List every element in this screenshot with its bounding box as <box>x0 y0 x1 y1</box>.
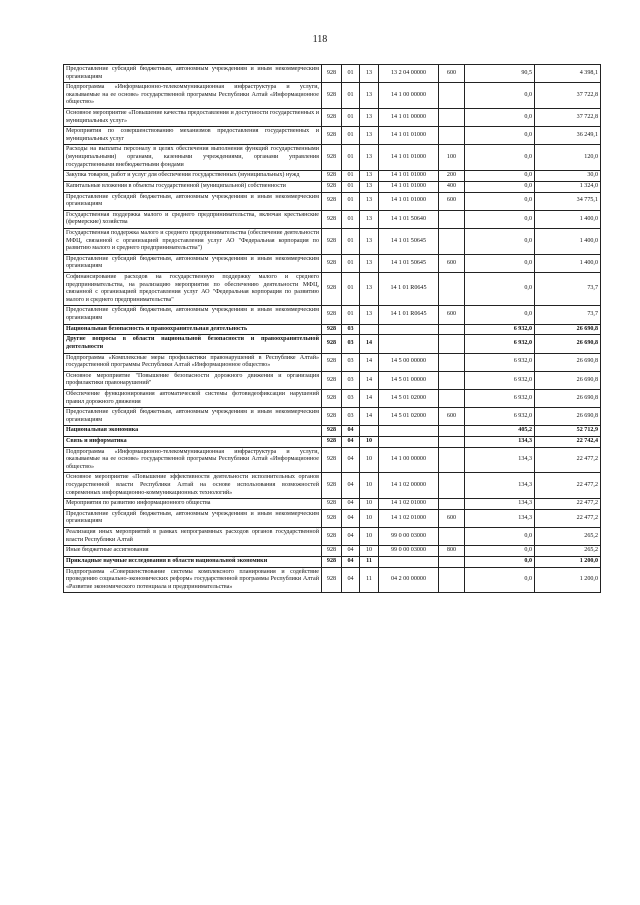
amount-1: 134,3 <box>465 436 535 447</box>
target-article-code <box>379 426 439 437</box>
row-name: Подпрограмма «Информационно-телекоммуникационная инфраструктура и услуги, оказываемые на ее основе» государственной программы Республики Алтай «Информационное общество» <box>64 447 322 473</box>
grbs-code: 928 <box>322 228 342 254</box>
grbs-code: 928 <box>322 65 342 83</box>
amount-1: 405,2 <box>465 426 535 437</box>
table-row <box>64 192 601 210</box>
grbs-code: 928 <box>322 335 342 353</box>
grbs-code: 928 <box>322 567 342 593</box>
amount-1: 0,0 <box>465 83 535 109</box>
row-name: Софинансирование расходов на государственную поддержку малого и среднего предпринимательства, на реализацию мероприятия по обеспечению деятельности МФЦ, связанной с организацией предоставления услуг АО "Федеральная корпорация по развитию малого и среднего предпринимательства" <box>64 273 322 306</box>
row-name: Реализация иных мероприятий в рамках непрограммных расходов органов государственной власти Республики Алтай <box>64 528 322 546</box>
table-row <box>64 306 601 324</box>
table-row <box>64 335 601 353</box>
subsection-code: 14 <box>360 408 379 426</box>
grbs-code: 928 <box>322 499 342 510</box>
expense-type-code <box>439 324 465 335</box>
target-article-code: 14 5 01 02000 <box>379 408 439 426</box>
target-article-code: 14 1 01 01000 <box>379 127 439 145</box>
section-code: 01 <box>342 273 360 306</box>
target-article-code: 14 5 01 02000 <box>379 389 439 407</box>
subsection-code: 14 <box>360 389 379 407</box>
table-row <box>64 324 601 335</box>
expense-type-code <box>439 109 465 127</box>
section-code: 04 <box>342 436 360 447</box>
row-name: Обеспечение функционирования автоматической системы фотовидеофиксации нарушений правил дорожного движения <box>64 389 322 407</box>
expense-type-code <box>439 83 465 109</box>
section-code: 03 <box>342 371 360 389</box>
subsection-code <box>360 426 379 437</box>
amount-1: 0,0 <box>465 546 535 557</box>
target-article-code: 14 1 01 R0645 <box>379 306 439 324</box>
table-row <box>64 567 601 593</box>
amount-2: 37 722,8 <box>535 83 601 109</box>
table-row <box>64 473 601 499</box>
subsection-code: 10 <box>360 447 379 473</box>
amount-1: 0,0 <box>465 109 535 127</box>
amount-2: 1 324,0 <box>535 181 601 192</box>
amount-1: 6 932,0 <box>465 324 535 335</box>
expense-type-code: 100 <box>439 145 465 171</box>
subsection-code: 13 <box>360 192 379 210</box>
section-code: 03 <box>342 353 360 371</box>
expense-type-code <box>439 447 465 473</box>
amount-2: 22 477,2 <box>535 499 601 510</box>
expense-type-code <box>439 127 465 145</box>
amount-2: 265,2 <box>535 546 601 557</box>
expense-type-code <box>439 473 465 499</box>
row-name: Предоставление субсидий бюджетным, автономным учреждениям и иным некоммерческим организациям <box>64 254 322 272</box>
amount-2: 1 200,0 <box>535 556 601 567</box>
subsection-code: 13 <box>360 83 379 109</box>
expense-type-code <box>439 499 465 510</box>
grbs-code: 928 <box>322 306 342 324</box>
amount-1: 134,3 <box>465 509 535 527</box>
expense-type-code: 600 <box>439 192 465 210</box>
subsection-code: 10 <box>360 499 379 510</box>
row-name: Мероприятия по совершенствованию механизмов предоставления государственных и муниципальных услуг <box>64 127 322 145</box>
amount-2: 73,7 <box>535 306 601 324</box>
target-article-code: 14 1 00 00000 <box>379 447 439 473</box>
grbs-code: 928 <box>322 181 342 192</box>
target-article-code <box>379 324 439 335</box>
grbs-code: 928 <box>322 528 342 546</box>
amount-1: 0,0 <box>465 171 535 182</box>
section-code: 04 <box>342 509 360 527</box>
table-row <box>64 127 601 145</box>
target-article-code: 14 1 00 00000 <box>379 83 439 109</box>
row-name: Прикладные научные исследования в области национальной экономики <box>64 556 322 567</box>
subsection-code: 13 <box>360 127 379 145</box>
expense-type-code <box>439 436 465 447</box>
grbs-code: 928 <box>322 436 342 447</box>
grbs-code: 928 <box>322 389 342 407</box>
section-code: 01 <box>342 127 360 145</box>
section-code: 01 <box>342 109 360 127</box>
row-name: Национальная экономика <box>64 426 322 437</box>
row-name: Предоставление субсидий бюджетным, автономным учреждениям и иным некоммерческим организациям <box>64 408 322 426</box>
amount-2: 1 400,0 <box>535 210 601 228</box>
target-article-code: 14 1 01 01000 <box>379 145 439 171</box>
amount-2: 120,0 <box>535 145 601 171</box>
row-name: Государственная поддержка малого и среднего предпринимательства (обеспечение деятельности МФЦ, связанной с организацией предоставления услуг АО "Федеральная корпорация по развитию малого и среднего предпринимательства") <box>64 228 322 254</box>
amount-1: 6 932,0 <box>465 353 535 371</box>
section-code: 01 <box>342 192 360 210</box>
section-code: 04 <box>342 528 360 546</box>
grbs-code: 928 <box>322 371 342 389</box>
grbs-code: 928 <box>322 127 342 145</box>
row-name: Подпрограмма «Информационно-телекоммуникационная инфраструктура и услуги, оказываемые на ее основе» государственной программы Республики Алтай «Информационное общество» <box>64 83 322 109</box>
amount-2: 26 690,8 <box>535 353 601 371</box>
amount-2: 34 775,1 <box>535 192 601 210</box>
amount-2: 26 690,8 <box>535 324 601 335</box>
row-name: Связь и информатика <box>64 436 322 447</box>
amount-2: 1 400,0 <box>535 254 601 272</box>
section-code: 01 <box>342 65 360 83</box>
target-article-code: 14 1 01 R0645 <box>379 273 439 306</box>
table-row <box>64 145 601 171</box>
subsection-code: 13 <box>360 306 379 324</box>
target-article-code: 04 2 00 00000 <box>379 567 439 593</box>
expense-type-code: 600 <box>439 306 465 324</box>
section-code: 01 <box>342 306 360 324</box>
subsection-code: 14 <box>360 371 379 389</box>
amount-1: 0,0 <box>465 306 535 324</box>
table-row <box>64 83 601 109</box>
expense-type-code <box>439 556 465 567</box>
amount-1: 0,0 <box>465 556 535 567</box>
amount-1: 0,0 <box>465 567 535 593</box>
row-name: Предоставление субсидий бюджетным, автономным учреждениям и иным некоммерческим организациям <box>64 306 322 324</box>
expense-type-code: 400 <box>439 181 465 192</box>
grbs-code: 928 <box>322 473 342 499</box>
amount-1: 0,0 <box>465 192 535 210</box>
row-name: Капитальные вложения в объекты государственной (муниципальной) собственности <box>64 181 322 192</box>
target-article-code: 14 5 01 00000 <box>379 371 439 389</box>
target-article-code <box>379 335 439 353</box>
grbs-code: 928 <box>322 546 342 557</box>
row-name: Подпрограмма «Комплексные меры профилактики правонарушений в Республике Алтай» государственной программы Республики Алтай «Информационное общество» <box>64 353 322 371</box>
table-row <box>64 353 601 371</box>
target-article-code <box>379 556 439 567</box>
amount-2: 26 690,8 <box>535 335 601 353</box>
row-name: Основное мероприятие «Повышение эффективности деятельности исполнительных органов государственной власти Республики Алтай на основе использования возможностей современных информационно-коммуникационных технологий» <box>64 473 322 499</box>
amount-1: 134,3 <box>465 447 535 473</box>
amount-1: 90,5 <box>465 65 535 83</box>
target-article-code: 14 1 02 01000 <box>379 499 439 510</box>
target-article-code: 14 1 01 50640 <box>379 210 439 228</box>
target-article-code: 13 2 04 00000 <box>379 65 439 83</box>
subsection-code: 13 <box>360 145 379 171</box>
grbs-code: 928 <box>322 171 342 182</box>
amount-2: 22 477,2 <box>535 447 601 473</box>
row-name: Основное мероприятие "Повышение безопасности дорожного движения и организация профилактики правонарушений" <box>64 371 322 389</box>
subsection-code: 13 <box>360 109 379 127</box>
section-code: 03 <box>342 408 360 426</box>
target-article-code: 14 1 01 01000 <box>379 192 439 210</box>
expense-type-code <box>439 371 465 389</box>
amount-2: 30,0 <box>535 171 601 182</box>
page-number: 118 <box>312 34 328 45</box>
subsection-code: 10 <box>360 436 379 447</box>
section-code: 04 <box>342 546 360 557</box>
amount-2: 22 477,2 <box>535 473 601 499</box>
row-name: Основное мероприятие «Повышение качества предоставления и доступности государственных и муниципальных услуг» <box>64 109 322 127</box>
amount-2: 26 690,8 <box>535 389 601 407</box>
subsection-code: 11 <box>360 567 379 593</box>
grbs-code: 928 <box>322 192 342 210</box>
amount-1: 6 932,0 <box>465 335 535 353</box>
amount-2: 4 398,1 <box>535 65 601 83</box>
amount-2: 22 742,4 <box>535 436 601 447</box>
section-code: 01 <box>342 210 360 228</box>
expense-type-code: 600 <box>439 65 465 83</box>
section-code: 03 <box>342 335 360 353</box>
target-article-code: 14 1 02 01000 <box>379 509 439 527</box>
expense-type-code <box>439 389 465 407</box>
expense-type-code <box>439 567 465 593</box>
expense-type-code <box>439 426 465 437</box>
expense-type-code: 800 <box>439 546 465 557</box>
row-name: Подпрограмма «Совершенствование системы комплексного планирования и содействие проведению социально-экономических реформ» государственной программы Республики Алтай «Развитие экономического потенциала и предпринимательства» <box>64 567 322 593</box>
table-row <box>64 371 601 389</box>
amount-2: 1 400,0 <box>535 228 601 254</box>
subsection-code: 10 <box>360 528 379 546</box>
amount-1: 134,3 <box>465 473 535 499</box>
target-article-code: 14 1 01 50645 <box>379 228 439 254</box>
table-row <box>64 389 601 407</box>
section-code: 03 <box>342 324 360 335</box>
amount-1: 0,0 <box>465 528 535 546</box>
amount-2: 73,7 <box>535 273 601 306</box>
expense-type-code <box>439 228 465 254</box>
subsection-code: 14 <box>360 353 379 371</box>
table-row <box>64 499 601 510</box>
amount-1: 6 932,0 <box>465 408 535 426</box>
subsection-code: 13 <box>360 65 379 83</box>
table-row <box>64 210 601 228</box>
grbs-code: 928 <box>322 353 342 371</box>
subsection-code: 10 <box>360 473 379 499</box>
row-name: Мероприятия по развитию информационного общества <box>64 499 322 510</box>
subsection-code: 13 <box>360 181 379 192</box>
amount-1: 0,0 <box>465 181 535 192</box>
expense-type-code <box>439 528 465 546</box>
target-article-code: 99 0 00 03000 <box>379 546 439 557</box>
section-code: 01 <box>342 171 360 182</box>
target-article-code: 14 5 00 00000 <box>379 353 439 371</box>
grbs-code: 928 <box>322 556 342 567</box>
row-name: Иные бюджетные ассигнования <box>64 546 322 557</box>
amount-1: 6 932,0 <box>465 389 535 407</box>
amount-1: 6 932,0 <box>465 371 535 389</box>
amount-2: 265,2 <box>535 528 601 546</box>
subsection-code: 13 <box>360 171 379 182</box>
grbs-code: 928 <box>322 324 342 335</box>
row-name: Государственная поддержка малого и среднего предпринимательства, включая крестьянские (фермерские) хозяйства <box>64 210 322 228</box>
target-article-code: 14 1 01 50645 <box>379 254 439 272</box>
table-row <box>64 228 601 254</box>
grbs-code: 928 <box>322 408 342 426</box>
amount-2: 26 690,8 <box>535 371 601 389</box>
expense-type-code: 200 <box>439 171 465 182</box>
grbs-code: 928 <box>322 109 342 127</box>
subsection-code: 14 <box>360 335 379 353</box>
amount-2: 37 722,8 <box>535 109 601 127</box>
target-article-code: 14 1 01 01000 <box>379 181 439 192</box>
row-name: Предоставление субсидий бюджетным, автономным учреждениям и иным некоммерческим организациям <box>64 65 322 83</box>
section-code: 03 <box>342 389 360 407</box>
table-row <box>64 65 601 83</box>
amount-1: 0,0 <box>465 210 535 228</box>
table-row <box>64 556 601 567</box>
target-article-code: 14 1 01 01000 <box>379 171 439 182</box>
row-name: Предоставление субсидий бюджетным, автономным учреждениям и иным некоммерческим организациям <box>64 509 322 527</box>
amount-1: 0,0 <box>465 228 535 254</box>
section-code: 04 <box>342 567 360 593</box>
table-row <box>64 546 601 557</box>
grbs-code: 928 <box>322 145 342 171</box>
expense-type-code: 600 <box>439 408 465 426</box>
table-row <box>64 426 601 437</box>
table-row <box>64 528 601 546</box>
section-code: 01 <box>342 228 360 254</box>
table-row <box>64 408 601 426</box>
target-article-code <box>379 436 439 447</box>
table-row <box>64 273 601 306</box>
target-article-code: 14 1 02 00000 <box>379 473 439 499</box>
amount-1: 0,0 <box>465 254 535 272</box>
amount-1: 0,0 <box>465 273 535 306</box>
expense-type-code: 600 <box>439 509 465 527</box>
amount-2: 22 477,2 <box>535 509 601 527</box>
expense-type-code <box>439 210 465 228</box>
amount-2: 26 690,8 <box>535 408 601 426</box>
grbs-code: 928 <box>322 83 342 109</box>
subsection-code: 11 <box>360 556 379 567</box>
expense-type-code <box>439 335 465 353</box>
amount-1: 0,0 <box>465 145 535 171</box>
subsection-code: 13 <box>360 228 379 254</box>
grbs-code: 928 <box>322 426 342 437</box>
subsection-code <box>360 324 379 335</box>
section-code: 01 <box>342 145 360 171</box>
expense-type-code <box>439 273 465 306</box>
amount-1: 134,3 <box>465 499 535 510</box>
table-row <box>64 171 601 182</box>
table-row <box>64 509 601 527</box>
table-row <box>64 447 601 473</box>
target-article-code: 14 1 01 00000 <box>379 109 439 127</box>
target-article-code: 99 0 00 03000 <box>379 528 439 546</box>
grbs-code: 928 <box>322 509 342 527</box>
table-row <box>64 109 601 127</box>
section-code: 04 <box>342 556 360 567</box>
table-row <box>64 436 601 447</box>
subsection-code: 10 <box>360 509 379 527</box>
row-name: Национальная безопасность и правоохранительная деятельность <box>64 324 322 335</box>
amount-1: 0,0 <box>465 127 535 145</box>
row-name: Закупка товаров, работ и услуг для обеспечения государственных (муниципальных) нужд <box>64 171 322 182</box>
section-code: 04 <box>342 426 360 437</box>
section-code: 04 <box>342 499 360 510</box>
grbs-code: 928 <box>322 210 342 228</box>
section-code: 04 <box>342 473 360 499</box>
expense-type-code: 600 <box>439 254 465 272</box>
section-code: 01 <box>342 254 360 272</box>
budget-table <box>63 64 601 593</box>
row-name: Предоставление субсидий бюджетным, автономным учреждениям и иным некоммерческим организациям <box>64 192 322 210</box>
section-code: 01 <box>342 83 360 109</box>
section-code: 04 <box>342 447 360 473</box>
amount-2: 36 249,1 <box>535 127 601 145</box>
amount-2: 52 712,9 <box>535 426 601 437</box>
grbs-code: 928 <box>322 273 342 306</box>
row-name: Расходы на выплаты персоналу в целях обеспечения выполнения функций государственными (муниципальными) органами, казенными учреждениями, органами управления государственными внебюджетными фондами <box>64 145 322 171</box>
subsection-code: 10 <box>360 546 379 557</box>
subsection-code: 13 <box>360 273 379 306</box>
section-code: 01 <box>342 181 360 192</box>
subsection-code: 13 <box>360 254 379 272</box>
expense-type-code <box>439 353 465 371</box>
table-row <box>64 254 601 272</box>
grbs-code: 928 <box>322 447 342 473</box>
row-name: Другие вопросы в области национальной безопасности и правоохранительной деятельности <box>64 335 322 353</box>
grbs-code: 928 <box>322 254 342 272</box>
table-row <box>64 181 601 192</box>
amount-2: 1 200,0 <box>535 567 601 593</box>
subsection-code: 13 <box>360 210 379 228</box>
